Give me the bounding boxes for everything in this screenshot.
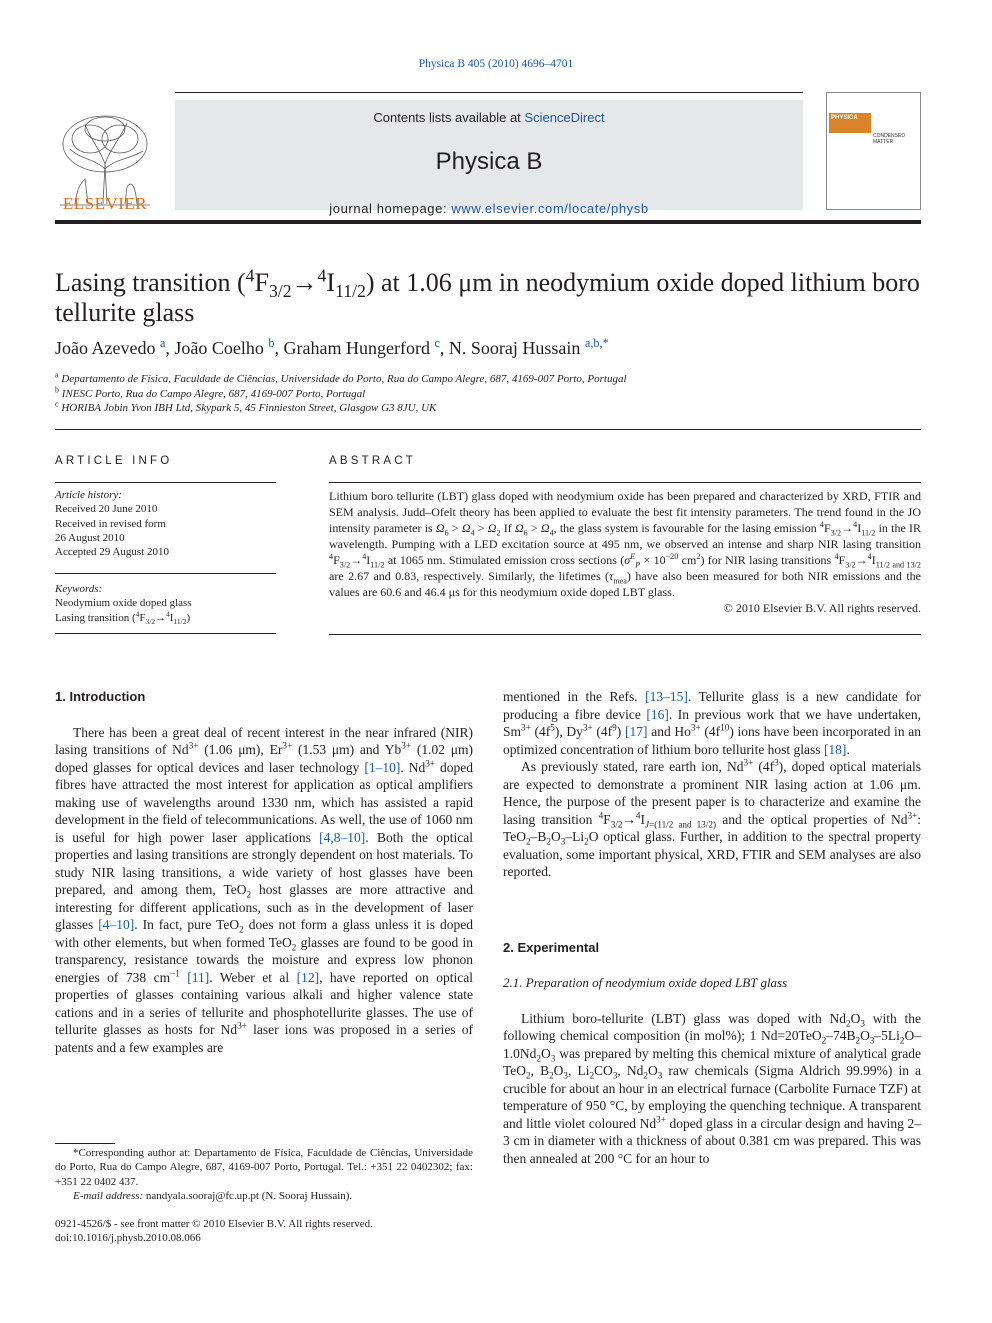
journal-name: Physica B (435, 148, 543, 175)
contents-line: Contents lists available at ScienceDirect (373, 110, 605, 125)
affiliation-marker[interactable]: c (434, 336, 440, 350)
article-info-bottom-rule (55, 633, 276, 634)
doi-line[interactable]: doi:10.1016/j.physb.2010.08.066 (55, 1232, 201, 1245)
journal-cover-thumbnail (826, 92, 921, 210)
keyword-item: Lasing transition $(^4F_{3/2}\to^4I_{11/2})$ (55, 608, 191, 626)
reference-link[interactable]: [4,8–10] (319, 829, 366, 845)
experimental-paragraph: Lithium boro-tellurite (LBT) glass was doped with $Nd_2O_3$ with the following chemical composition (in mol%); 1 $Nd=20TeO_2-74B_2O_3-5Li_2O-1.0Nd_2O_3$ was prepared by melting this chemical mixture of analytical grade TeO$_2$, $B_2O_3$, $Li_2CO_3$, $Nd_2O_3$ raw chemicals (Sigma Aldrich 99.99%) in a crucible for about an hour in an electrical furnace (Carbolite Furnace TZF) at temperature of 950 °C, by employing the quenching technique. A transparent and little violet coloured $Nd^{3+}$ doped glass in a circular design and having 2–3 cm in diameter with a thickness of about 0.381 cm was prepared. This was then annealed at 200 °C for an hour to (503, 1010, 922, 1166)
issn-block (55, 1217, 473, 1246)
abstract-top-rule (329, 482, 921, 483)
cover-subtitle: CONDENSED MATTER (873, 133, 905, 145)
header-top-rule (175, 92, 803, 93)
section-heading-introduction: 1. Introduction (55, 689, 146, 704)
sciencedirect-link[interactable]: ScienceDirect (524, 110, 605, 125)
introduction-paragraph: As previously stated, rare earth ion, $Nd^{3+}$ $(4f^3)$, doped optical materials are expected to demonstrate a prominent NIR lasing action at 1.06 μm. Hence, the purpose of the present paper is to characterize and examine the lasing transition $^4F_{3/2}\to^4I_{J=(11/2 and 13/2)}$ and the optical properties of $Nd^{3+}$: $TeO_2-B_2O_3-Li_2O$ optical glass. Further, in addition to the spectral property evaluation, some important physical, XRD, FTIR and SEM analyses are also reported. (503, 757, 922, 879)
author-name: Graham Hungerford (283, 338, 430, 358)
left-column (55, 688, 473, 1056)
article-info-rule (55, 482, 276, 483)
affiliation-marker[interactable]: a (159, 336, 166, 350)
abstract-bottom-rule (329, 634, 921, 635)
author-name: N. Sooraj Hussain (448, 338, 581, 358)
author-name: João Azevedo (55, 338, 156, 358)
keywords: Keywords: Neodymium oxide doped glass Lasing transition $(^4F_{3/2}\to^4I_{11/2})$ (55, 582, 276, 625)
affiliation-item: $^b$ INESC Porto, Rua do Campo Alegre, 687, 4169-007 Porto, Portugal (55, 384, 366, 400)
introduction-paragraph: There has been a great deal of recent interest in the near infrared (NIR) lasing transitions of $Nd^{3+}$ (1.06 μm), $Er^{3+}$ (1.53 μm) and $Yb^{3+}$ (1.02 μm) doped glasses for optical devices and laser technology [1–10]. $Nd^{3+}$ doped fibres have attracted the most interest for application as optical amplifiers making use of wavelengths around 1330 nm, which has assisted a rapid development in the field of telecommunications. As well, the use of 1060 nm is useful for high power laser applications [4,8–10]. Both the optical properties and lasing transitions are strongly dependent on host materials. To study NIR lasing transitions, a wide variety of host glasses have been prepared, and among them, TeO$_2$ host glasses are more attractive and interesting for different applications, such as in the development of laser glasses [4–10]. In fact, pure TeO$_2$ does not form a glass unless it is doped with other elements, but when formed TeO$_2$ glasses are found to be good in transparency, resistance towards the moisture and express low phonon energies of 738 $cm^{-1}$ [11]. Weber et al [12], have reported on optical properties of glasses containing various alkali and higher valence state cations and in a series of tellurite and phosphotellurite glasses. The use of tellurite glasses as hosts for $Nd^{3+}$ laser ions was proposed in a series of patents and a few examples are (55, 724, 474, 1055)
affiliation-list (55, 372, 921, 416)
reference-link[interactable]: [1–10] (364, 759, 401, 775)
affiliation-item: $^a$ Departamento de Física, Faculdade de Ciências, Universidade do Porto, Rua do Campo Alegre, 687, 4169-007 Porto, Portugal (55, 370, 627, 385)
footnote-rule (55, 1143, 115, 1144)
publisher-wordmark: ELSEVIER (62, 194, 148, 213)
reference-link[interactable]: [16] (646, 706, 669, 722)
section-heading-experimental: 2. Experimental (503, 939, 600, 955)
journal-banner (175, 100, 803, 216)
abstract-body: Lithium boro tellurite (LBT) glass doped with neodymium oxide has been prepared and characterized by XRD, FTIR and SEM analysis. Judd–Ofelt theory has been applied to evaluate the best fit intensity parameters. The trend found in the JO intensity parameter is $\Omega_6 > \Omega_4 > \Omega_2$ If $\Omega_6 > \Omega_4$, the glass system is favourable for the lasing emission $^4F_{3/2}\to^4I_{11/2}$ in the IR wavelength. Pumping with a LED excitation source at 495 nm, we observed an intense and sharp NIR lasing transition $^4F_{3/2}\to^4I_{11/2}$ at 1065 nm. Stimulated emission cross sections ($\sigma^E_P \times 10^{-20}$ $cm^2$) for NIR lasing transitions $^4F_{3/2}\to^4I_{11/2 and 13/2}$ are 2.67 and 0.83, respectively. Similarly, the lifetimes $(\tau_{mea})$ have also been measured for both NIR emissions and the values are 60.6 and 46.4 μs for this neodymium oxide doped LBT glass. © 2010 Elsevier B.V. All rights reserved. (329, 489, 921, 615)
author-name: João Coelho (174, 338, 264, 358)
abstract-heading: ABSTRACT (329, 455, 416, 467)
right-column (503, 688, 921, 1167)
article-info-heading: ARTICLE INFO (55, 455, 173, 467)
reference-link[interactable]: [18] (823, 741, 847, 757)
subsection-heading: 2.1. Preparation of neodymium oxide doped LBT glass (503, 975, 788, 990)
reference-link[interactable]: [17] (624, 724, 648, 739)
issn-line: 0921-4526/$ - see front matter © 2010 Elsevier B.V. All rights reserved. (55, 1218, 373, 1230)
email-link[interactable]: nandyala.sooraj@fc.up.pt (145, 1189, 259, 1202)
copyright-notice: © 2010 Elsevier B.V. All rights reserved. (723, 601, 921, 615)
journal-header (55, 92, 921, 222)
homepage-link[interactable]: www.elsevier.com/locate/physb (451, 201, 649, 216)
keyword-item: Neodymium oxide doped glass (55, 597, 192, 610)
header-bottom-rule (55, 220, 921, 224)
homepage-line: journal homepage: www.elsevier.com/locate/physb (329, 201, 649, 216)
reference-link[interactable]: [13–15] (645, 689, 688, 704)
journal-citation[interactable]: Physica B 405 (2010) 4696–4701 (418, 58, 574, 70)
keywords-rule (55, 573, 276, 574)
affiliation-rule (55, 429, 921, 430)
reference-link[interactable]: [12] (296, 969, 320, 985)
reference-link[interactable]: [4–10] (98, 917, 135, 932)
affiliation-marker[interactable]: b (268, 336, 275, 350)
affiliation-marker[interactable]: a,b,* (584, 336, 609, 350)
reference-link[interactable]: [11] (187, 969, 210, 985)
corresponding-author-footnote: *Corresponding author at: Departamento de Física, Faculdade de Ciências, Universidade do Porto, Rua do Campo Alegre, 687, 4169-007 Porto, Portugal. Tel.: +351 22 0402302; fax: +351 22 0402 437. E-mail address: nandyala.sooraj@fc.up.pt (N. Sooraj Hussain). (55, 1147, 473, 1202)
article-title: Lasing transition $(^4F_{3/2}\to^4I_{11/2})$ at 1.06 μm in neodymium oxide doped lithium boro tellurite glass (55, 265, 920, 327)
affiliation-item: $^c$ HORIBA Jobin Yvon IBH Ltd, Skypark 5, 45 Finnieston Street, Glasgow G3 8JU, UK (55, 399, 437, 414)
article-history: Article history: Received 20 June 2010 Received in revised form 26 August 2010 Accepted 29 August 2010 (55, 489, 169, 559)
introduction-paragraph-continued: mentioned in the Refs. [13–15]. Tellurite glass is a new candidate for producing a fibre device [16]. In previous work that we have undertaken, $Sm^{3+}$ $(4f^5)$, $Dy^{3+}$ $(4f^9)$ [17] and $Ho^{3+}$ $(4f^{10})$ ions have been incorporated in an optimized concentration of lithium boro tellurite host glass [18]. (503, 689, 922, 757)
author-list: João Azevedo $^a$, João Coelho $^b$, Graham Hungerford $^c$, N. Sooraj Hussain $^{a,b,*}$ (55, 336, 609, 358)
cover-title: PHYSICA (829, 113, 871, 133)
